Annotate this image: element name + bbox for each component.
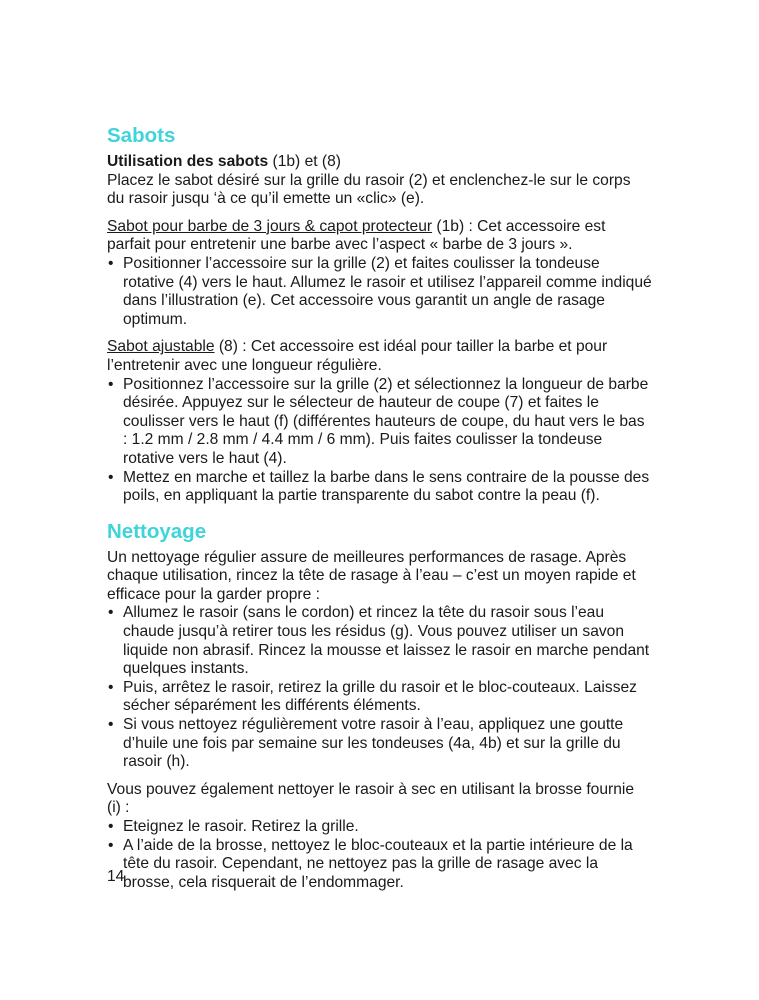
sabot3-label: Sabot pour barbe de 3 jours & capot protecteur <box>107 217 433 235</box>
adjust-paragraph <box>107 338 652 375</box>
adjust-list <box>107 376 652 506</box>
list-item: • Mettez en marche et taillez la barbe dans le sens contraire de la pousse des poils, en appliquant la partie transparente du sabot contre la peau (f). <box>107 469 652 506</box>
list-item: • Positionnez l’accessoire sur la grille (2) et sélectionnez la longueur de barbe désirée. Appuyez sur le sélecteur de hauteur de coupe (7) et faites le coulisser vers le haut (f) (différentes hauteurs de coupe, du haut vers le bas : 1.2 mm / 2.8 mm / 4.4 mm / 6 mm). Puis faites coulisser la tondeuse rotative vers le haut (4). <box>107 376 652 469</box>
sabot3-paragraph <box>107 218 652 255</box>
adjust-label: Sabot ajustable <box>107 338 215 356</box>
adjust-text: (8) : Cet accessoire est idéal pour tailler la barbe et pour l’entretenir avec une longueur régulière. <box>107 338 608 374</box>
list-item: • Puis, arrêtez le rasoir, retirez la grille du rasoir et le bloc-couteaux. Laissez sécher séparément les différents éléments. <box>107 679 652 716</box>
usage-heading-ref: (1b) et (8) <box>268 153 341 170</box>
usage-text: Placez le sabot désiré sur la grille du rasoir (2) et enclenchez-le sur le corps du rasoir jusqu ‘à ce qu’il emette un «clic» (e). <box>107 171 631 208</box>
usage-heading: Utilisation des sabots <box>107 153 269 170</box>
list-item: • Si vous nettoyez régulièrement votre rasoir à l’eau, appliquez une goutte d’huile une fois par semaine sur les tondeuses (4a, 4b) et sur la grille du rasoir (h). <box>107 716 652 772</box>
list-item: • A l’aide de la brosse, nettoyez le bloc-couteaux et la partie intérieure de la tête du rasoir. Cependant, ne nettoyez pas la grille de rasage avec la brosse, cela risquerait de l’endommager. <box>107 837 652 893</box>
list-item: • Eteignez le rasoir. Retirez la grille. <box>107 818 652 837</box>
sabot3-list <box>107 255 652 329</box>
nettoyage-list <box>107 604 652 771</box>
dry-intro: Vous pouvez également nettoyer le rasoir à sec en utilisant la brosse fournie (i) : <box>107 780 635 817</box>
list-item: • Positionner l’accessoire sur la grille (2) et faites coulisser la tondeuse rotative (4) vers le haut. Allumez le rasoir et utilisez l’appareil comme indiqué dans l’illustration (e). Cet accessoire vous garantit un angle de rasage optimum. <box>107 255 652 329</box>
section-title-nettoyage: Nettoyage <box>107 519 207 543</box>
list-item: • Allumez le rasoir (sans le cordon) et rincez la tête du rasoir sous l’eau chaude jusqu’à retirer tous les résidus (g). Vous pouvez utiliser un savon liquide non abrasif. Rincez la mousse et laissez le rasoir en marche pendant quelques instants. <box>107 604 652 678</box>
dry-list <box>107 818 652 892</box>
section-title-sabots: Sabots <box>107 124 176 147</box>
page-number: 14 <box>107 868 125 885</box>
page-content <box>107 124 652 892</box>
nettoyage-intro: Un nettoyage régulier assure de meilleures performances de rasage. Après chaque utilisation, rincez la tête de rasage à l’eau – c’est un moyen rapide et efficace pour la garder propre : <box>107 548 636 603</box>
sabot3-text: (1b) : Cet accessoire est parfait pour entretenir une barbe avec l’aspect « barbe de 3 jours ». <box>107 217 606 254</box>
usage-paragraph <box>107 153 652 209</box>
